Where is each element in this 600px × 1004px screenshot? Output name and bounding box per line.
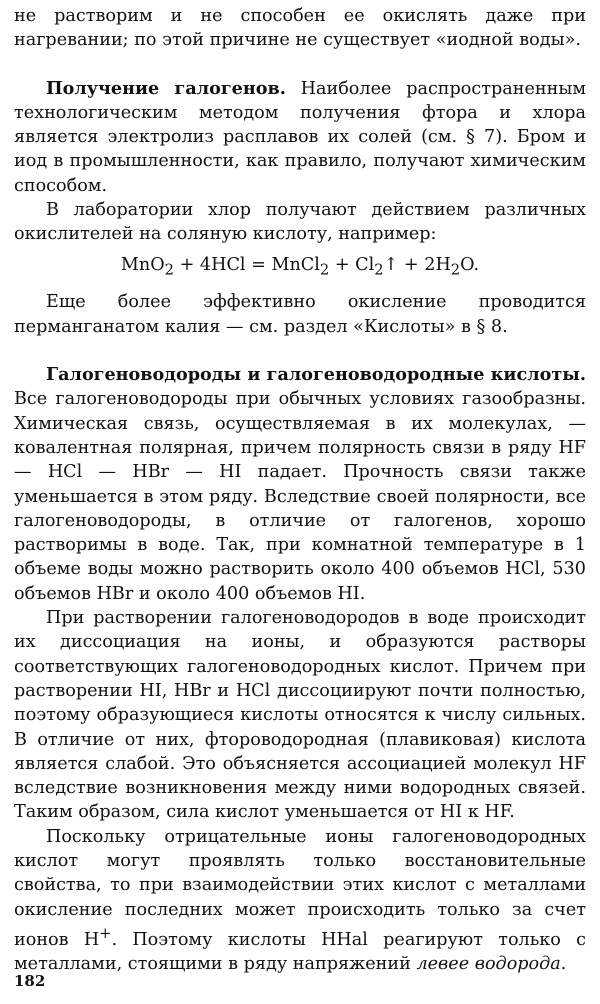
- paragraph-1: не растворим и не способен ее окислять даже при нагревании; по этой причине не существует «иодной воды».: [14, 6, 586, 51]
- formula-part: MnO: [120, 254, 165, 275]
- formula-part: ↑ + 2H: [383, 254, 451, 275]
- page-number: 182: [14, 972, 46, 990]
- paragraph-halogen-production-text: Наиболее распространенным технологическим методом получения фтора и хлора является электролиз расплавов их солей (см. § 7). Бром и иод в промышленности, как правило, получают химическим способом.: [14, 78, 587, 196]
- paragraph-end-punct: .: [560, 954, 567, 975]
- paragraph-lab-chlorine: В лаборатории хлор получают действием различных окислителей на соляную кислоту, например:: [14, 200, 586, 245]
- formula-part: + 4HCl = MnCl: [173, 254, 320, 275]
- formula-part: + Cl: [329, 254, 375, 275]
- paragraph-hydrogen-halides-text: Все галогеноводороды при обычных условиях газообразны. Химическая связь, осуществляемая в их молекулах, — ковалентная полярная, причем полярность связи в ряду HF — HCl — HBr — HI падает. Прочность связи также уменьшается в этом ряду. Вследствие своей полярности, все галогеноводороды, в отличие от галогенов, хорошо растворимы в воде. Так, при комнатной температуре в 1 объеме воды можно растворить около 400 объемов HCl, 530 объемов HBr и около 400 объемов HI.: [14, 389, 586, 604]
- paragraph-permanganate: Еще более эффективно окисление проводится перманганатом калия — см. раздел «Кислоты» в § 8.: [14, 292, 586, 337]
- page-text: [14, 4, 586, 976]
- formula-subscript: 2: [374, 261, 384, 279]
- section-heading-halogen-production: Получение галогенов.: [46, 77, 286, 99]
- paragraph-reduction-text-2: . Поэтому кислоты HHal реагируют только с металлами, стоящими в ряду напряжений: [14, 929, 587, 975]
- formula-part: O.: [460, 254, 480, 275]
- paragraph-hydrogen-halides: [14, 363, 586, 606]
- paragraph-halogen-production: [14, 77, 586, 198]
- section-heading-hydrogen-halides: Галогеноводороды и галогеноводородные кислоты.: [46, 364, 586, 386]
- chemical-equation: [14, 253, 586, 283]
- formula-subscript: 2: [164, 261, 174, 279]
- paragraph-reduction: [14, 825, 586, 977]
- italic-phrase: левее водорода: [416, 954, 561, 975]
- paragraph-dissociation: При растворении галогеноводородов в воде происходит их диссоциация на ионы, и образуются растворы соответствующих галогеноводородных кислот. Причем при растворении HI, HBr и HCl диссоциируют почти полностью, поэтому образующиеся кислоты относятся к числу сильных. В отличие от них, фтороводородная (плавиковая) кислота является слабой. Это объясняется ассоциацией молекул HF вследствие возникновения между ними водородных связей. Таким образом, сила кислот уменьшается от HI к HF.: [14, 608, 586, 823]
- paragraph-reduction-text: Поскольку отрицательные ионы галогеноводородных кислот могут проявлять только восстановительные свойства, то при взаимодействии этих кислот с металлами окисление последних может происходить только за счет ионов H: [14, 826, 586, 950]
- superscript-plus: +: [99, 924, 112, 942]
- formula-subscript: 2: [319, 261, 330, 279]
- formula-subscript: 2: [450, 261, 461, 279]
